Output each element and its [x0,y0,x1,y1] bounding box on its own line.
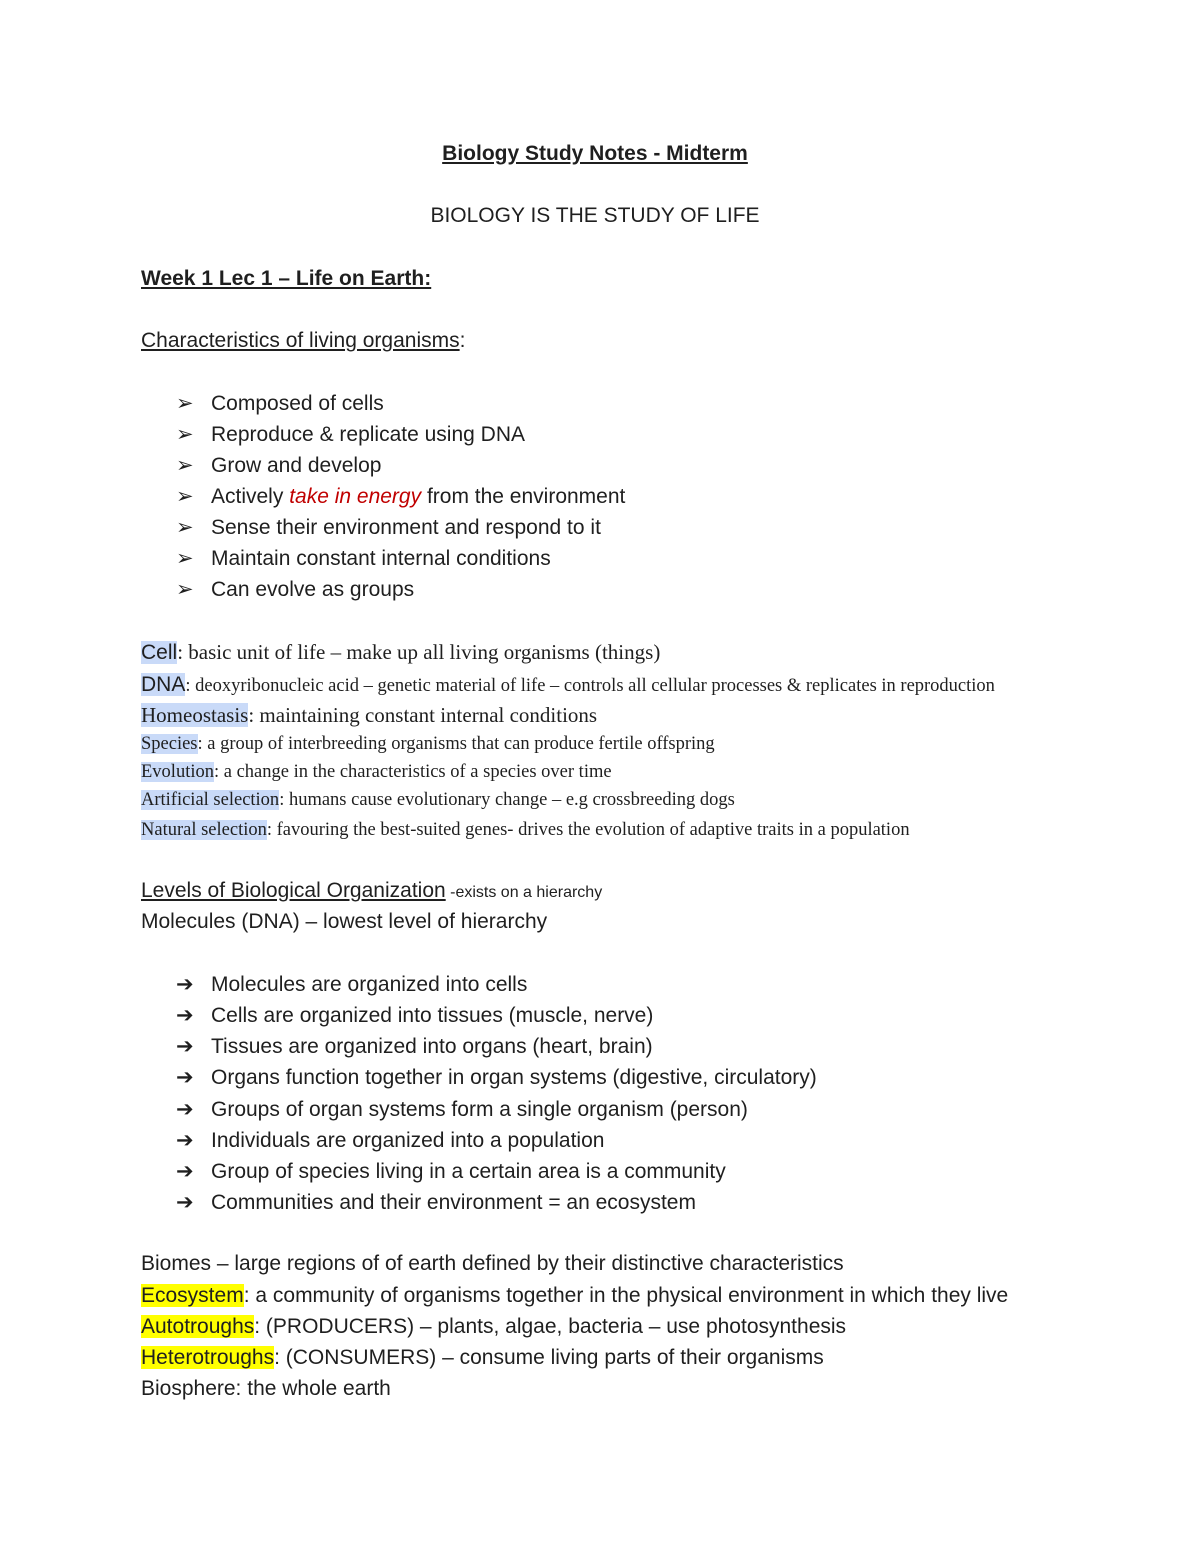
list-item [176,1034,653,1059]
bullet-arrow-icon: ➢ [176,423,194,446]
bullet-arrow-icon: ➢ [176,454,194,477]
bullet-arrow-icon: ➔ [176,1035,194,1058]
bullet-arrow-icon: ➢ [176,516,194,539]
definition-text: : basic unit of life – make up all living organisms (things) [177,640,661,664]
list-item [176,391,384,416]
list-item-text: Organs function together in organ systems (digestive, circulatory) [211,1066,817,1089]
list-item [176,1190,696,1215]
list-item-text: Molecules are organized into cells [211,973,528,996]
eco-term-text: : (CONSUMERS) – consume living parts of their organisms [274,1346,824,1369]
definition-term: Natural selection [141,820,267,840]
bullet-arrow-icon: ➔ [176,973,194,996]
list-item [176,972,527,997]
levels-intro: Molecules (DNA) – lowest level of hierarchy [141,910,548,933]
list-item-text: Can evolve as groups [211,578,415,601]
list-item [176,1003,653,1028]
characteristics-heading-colon: : [459,329,466,352]
list-item [176,1128,604,1153]
definition-homeostasis [141,703,597,728]
definition-term: Artificial selection [141,790,280,810]
definition-dna [141,672,995,697]
definition-text: : maintaining constant internal conditions [248,703,598,727]
levels-heading-note: -exists on a hierarchy [445,884,603,901]
definition-text: : deoxyribonucleic acid – genetic material of life – controls all cellular processes & replicates in reproduction [185,676,995,696]
characteristics-heading [141,329,465,353]
biosphere-line: Biosphere: the whole earth [141,1377,391,1400]
list-item-text: Individuals are organized into a population [211,1129,605,1152]
list-item-text: Grow and develop [211,454,382,477]
list-item [176,1159,726,1184]
bullet-arrow-icon: ➔ [176,1191,194,1214]
characteristics-heading-text: Characteristics of living organisms [141,329,460,352]
list-item [176,1065,817,1090]
definition-cell [141,640,660,665]
definition-text: : humans cause evolutionary change – e.g crossbreeding dogs [279,790,735,810]
bullet-arrow-icon: ➔ [176,1098,194,1121]
bullet-arrow-icon: ➔ [176,1004,194,1027]
eco-term-ecosystem [141,1284,1008,1308]
levels-heading [141,879,602,903]
list-item-text: Maintain constant internal conditions [211,547,551,570]
list-item [176,453,381,478]
list-item-text-after: from the environment [421,485,626,508]
bullet-arrow-icon: ➢ [176,578,194,601]
list-item [176,577,414,602]
list-item [176,422,525,447]
bullet-arrow-icon: ➢ [176,392,194,415]
definition-term: Cell [141,641,178,664]
bullet-arrow-icon: ➔ [176,1160,194,1183]
definition-evolution [141,762,612,783]
definition-species [141,734,715,755]
list-item-text: Tissues are organized into organs (heart, brain) [211,1035,653,1058]
eco-term: Ecosystem [141,1284,244,1307]
list-item-text: Group of species living in a certain area is a community [211,1160,726,1183]
definition-artificial-selection [141,790,735,811]
list-item [176,546,551,571]
eco-term-autotroughs [141,1315,846,1339]
document-subtitle: BIOLOGY IS THE STUDY OF LIFE [430,204,760,227]
levels-heading-text: Levels of Biological Organization [141,879,446,902]
eco-term-text: : (PRODUCERS) – plants, algae, bacteria – use photosynthesis [254,1315,847,1338]
definition-term: Evolution [141,762,214,782]
eco-term: Autotroughs [141,1315,255,1338]
document-title: Biology Study Notes - Midterm [442,142,748,165]
week-heading: Week 1 Lec 1 – Life on Earth: [141,267,432,290]
eco-term-heterotroughs [141,1346,824,1370]
list-item-text: Cells are organized into tissues (muscle, nerve) [211,1004,654,1027]
bullet-arrow-icon: ➔ [176,1066,194,1089]
list-item-text-before: Actively [211,485,290,508]
list-item-text: Groups of organ systems form a single organism (person) [211,1098,748,1121]
eco-term-text: : a community of organisms together in the physical environment in which they live [243,1284,1009,1307]
definition-term: Species [141,734,198,754]
list-item [176,484,625,509]
list-item-text: Composed of cells [211,392,384,415]
emphasis-text: take in energy [289,485,422,508]
eco-term: Heterotroughs [141,1346,275,1369]
list-item [176,515,601,540]
definition-text: : a change in the characteristics of a species over time [213,762,612,782]
list-item-text: Reproduce & replicate using DNA [211,423,525,446]
bullet-arrow-icon: ➢ [176,485,194,508]
definition-text: : a group of interbreeding organisms that can produce fertile offspring [197,734,715,754]
list-item-text: Communities and their environment = an ecosystem [211,1191,696,1214]
definition-term: DNA [141,673,186,696]
bullet-arrow-icon: ➢ [176,547,194,570]
list-item [176,1097,748,1122]
definition-natural-selection [141,820,910,841]
definition-term: Homeostasis [141,703,249,727]
definition-text: : favouring the best-suited genes- drives the evolution of adaptive traits in a population [266,820,910,840]
biomes-line: Biomes – large regions of of earth defined by their distinctive characteristics [141,1252,844,1275]
bullet-arrow-icon: ➔ [176,1129,194,1152]
list-item-text: Sense their environment and respond to it [211,516,601,539]
